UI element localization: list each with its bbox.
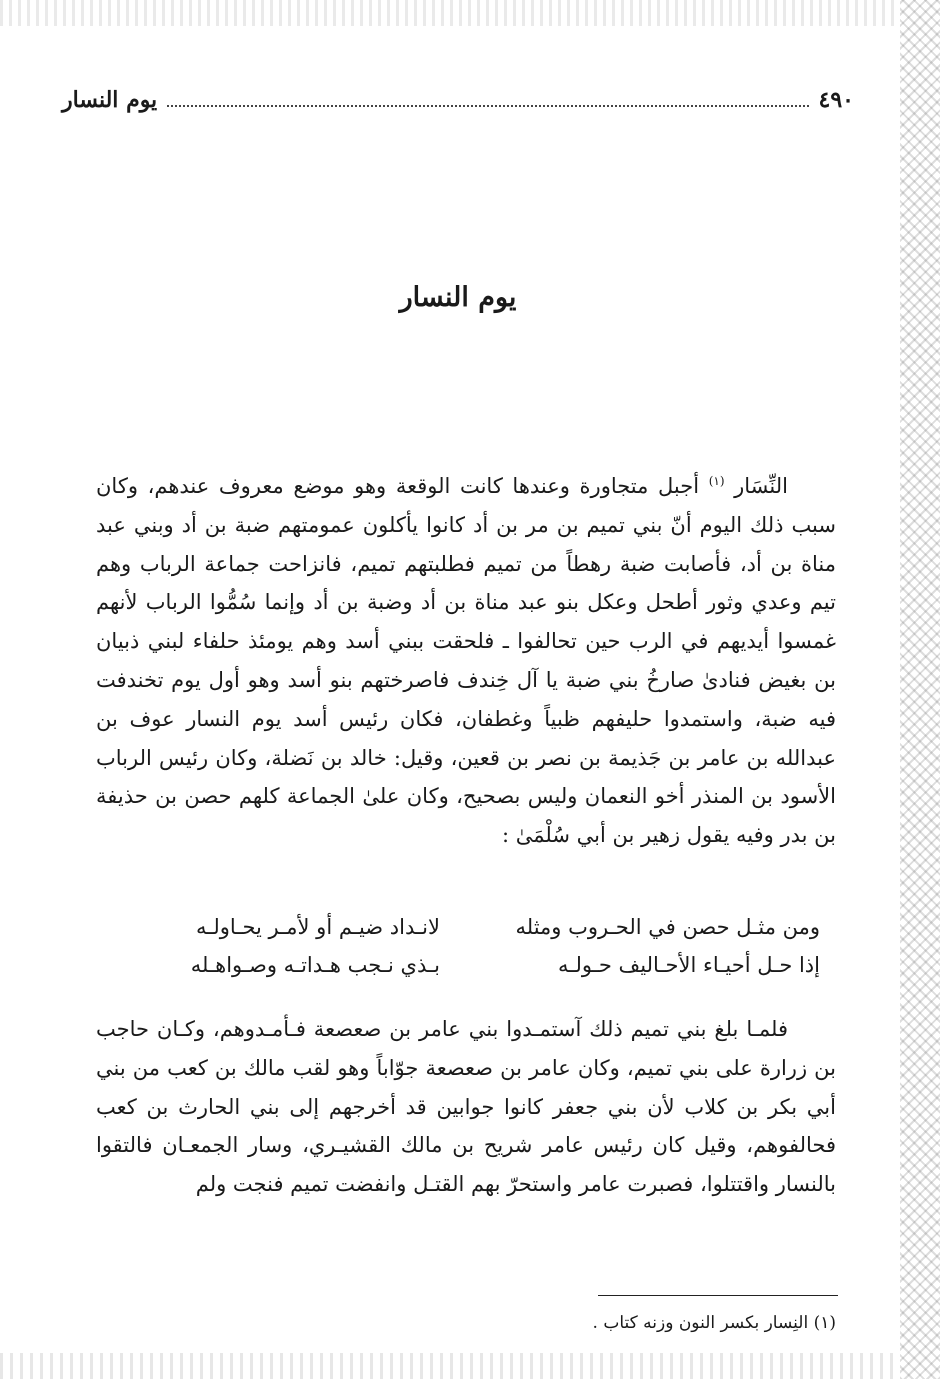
footnote-reference: (١) [708, 474, 725, 488]
poem-verses [110, 908, 820, 984]
paragraph-1-text: أجبل متجاورة وعندها كانت الوقعة وهو موضع معروف عندهم، وكان سبب ذلك اليوم أنّ بني تميم بن مر بن أد كانوا يأكلون عمومتهم ضبة بن أد وبني عبد مناة بن أد، فأصابت ضبة رهطاً من تميم فطلبتهم تميم، فانزاحت جماعة الرباب وهم تيم وعدي وثور أطحل وعكل بنو عبد مناة بن أد وضبة بن أد وإنما سُمُّوا الرباب لأنهم غمسوا أيديهم في الرب حين تحالفوا ـ فلحقت ببني أسد وهم يومئذ حلفاء لبني ذبيان بن بغيض فنادىٰ صارخُ بني ضبة يا آل خِندف فاصرختهم بنو أسد وهو أول يوم تخندفت فيه ضبة، واستمدوا حليفهم ظبياً وغطفان، فكان رئيس أسد يوم النسار عوف بن عبدالله بن عامر بن جَذيمة بن نصر بن قعين، وقيل: خالد بن نَضلة، وكان رئيس الرباب الأسود بن المنذر أخو النعمان وليس بصحيح، وكان علىٰ الجماعة كلهم حصن بن حذيفة بن بدر وفيه يقول زهير بن أبي سُلْمَىٰ : [96, 474, 836, 848]
verse-second-hemistich: لانـداد ضيـم أو لأمـر يحـاولـه [195, 915, 440, 939]
verse-line [110, 908, 820, 946]
verse-first-hemistich: ومن مثـل حصن في الحـروب ومثله [515, 915, 820, 939]
running-head: يوم النسار [62, 87, 158, 113]
main-paragraph [96, 462, 836, 855]
verse-first-hemistich: إذا حـل أحيـاء الأحـاليف حـولـه [558, 953, 820, 977]
page-number: ٤٩٠ [818, 87, 854, 113]
chapter-title: يوم النسار [399, 282, 517, 313]
lead-word: النِّسَار [734, 474, 788, 498]
verse-second-hemistich: بـذي نـجب هـداتـه وصـواهـله [190, 953, 440, 977]
paragraph-1 [96, 462, 836, 855]
scan-border-right [900, 0, 940, 1379]
paragraph-2: فلمـا بلغ بني تميم ذلك آستمـدوا بني عامر بن صعصعة فـأمـدوهم، وكـان حاجب بن زرارة على بني تميم، وكان عامر بن صعصعة جوّاباً وهو لقب مالك بن كعب من بني أبي بكر بن كلاب لأن بني جعفر كانوا جوابين قد أخرجهم إلى بني الحارث بن كعب فحالفوهم، وقيل كان رئيس عامر شريح بن مالك القشيـري، وسار الجمعـان فالتقوا بالنسار واقتتلوا، فصبرت عامر واستحرّ بهم القتـل وانفضت تميم فنجت ولم [96, 1017, 836, 1197]
second-paragraph [96, 1010, 836, 1204]
header-dot-leader [167, 105, 808, 107]
verse-line [110, 946, 820, 984]
scan-border-top [0, 0, 900, 26]
footnote-separator [598, 1295, 838, 1296]
footnote: (١) النِسار بكسر النون وزنه كتاب . [592, 1313, 836, 1333]
page-header [62, 82, 854, 118]
scan-border-bottom [0, 1353, 900, 1379]
